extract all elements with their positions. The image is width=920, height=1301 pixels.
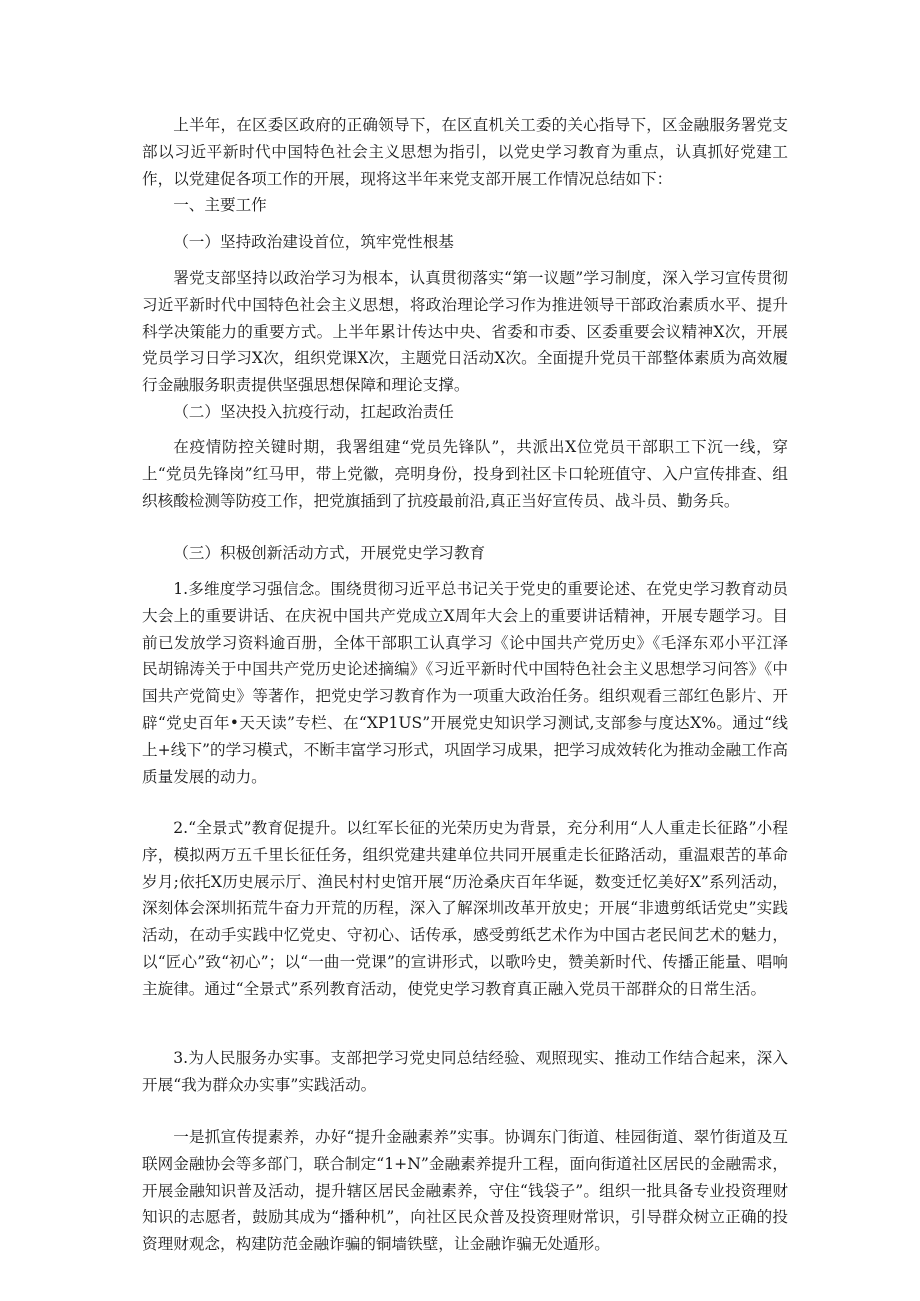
subsection-heading-1: （一）坚持政治建设首位，筑牢党性根基	[173, 233, 454, 251]
body-paragraph-item-2: 2.“全景式”教育促提升。以红军长征的光荣历史为背景，充分利用“人人重走长征路”小程序，模拟两万五千里长征任务，组织党建共建单位共同开展重走长征路活动，重温艰苦的革命岁月;依托X历史展示厅、渔民村村史馆开展“历沧桑庆百年华诞，数变迁忆美好X”系列活动，深刻体会深圳拓荒牛奋力开荒的历程，深入了解深圳改革开放史；开展“非遗剪纸话党史”实践活动，在动手实践中忆党史、守初心、话传承，感受剪纸艺术作为中国古老民间艺术的魅力，以“匠心”致“初心”；以“一曲一党课”的宣讲形式，以歌吟史，赞美新时代、传播正能量、唱响主旋律。通过“全景式”系列教育活动，使党史学习教育真正融入党员干部群众的日常生活。	[142, 819, 788, 998]
body-paragraph-item-1: 1.多维度学习强信念。围绕贯彻习近平总书记关于党史的重要论述、在党史学习教育动员大会上的重要讲话、在庆祝中国共产党成立X周年大会上的重要讲话精神，开展专题学习。目前已发放学习资料逾百册，全体干部职工认真学习《论中国共产党历史》《毛泽东邓小平江泽民胡锦涛关于中国共产党历史论述摘编》《习近平新时代中国特色社会主义思想学习问答》《中国共产党简史》等著作，把党史学习教育作为一项重大政治任务。组织观看三部红色影片、开辟“党史百年•天天读”专栏、在“XP1US”开展党史知识学习测试,支部参与度达X%。通过“线上+线下”的学习模式，不断丰富学习形式，巩固学习成果，把学习成效转化为推动金融工作高质量发展的动力。	[142, 580, 788, 786]
body-paragraph-finance-literacy: 一是抓宣传提素养，办好“提升金融素养”实事。协调东门街道、桂园街道、翠竹街道及互联网金融协会等多部门，联合制定“1+N”金融素养提升工程，面向街道社区居民的金融需求，开展金融知识普及活动，提升辖区居民金融素养，守住“钱袋子”。组织一批具备专业投资理财知识的志愿者，鼓励其成为“播种机”，向社区民众普及投资理财常识，引导群众树立正确的投资理财观念，构建防范金融诈骗的铜墙铁壁，让金融诈骗无处遁形。	[142, 1128, 788, 1254]
subsection-heading-2: （二）坚决投入抗疫行动，扛起政治责任	[173, 403, 454, 421]
body-paragraph-epidemic: 在疫情防控关键时期，我署组建“党员先锋队”，共派出X位党员干部职工下沉一线，穿上“党员先锋岗”红马甲，带上党徽，亮明身份，投身到社区卡口轮班值守、入户宣传排查、组织核酸检测等防疫工作，把党旗插到了抗疫最前沿,真正当好宣传员、战斗员、勤务兵。	[142, 438, 788, 510]
body-paragraph-political-study: 署党支部坚持以政治学习为根本，认真贯彻落实“第一议题”学习制度，深入学习宣传贯彻习近平新时代中国特色社会主义思想，将政治理论学习作为推进领导干部政治素质水平、提升科学决策能力的重要方式。上半年累计传达中央、省委和市委、区委重要会议精神X次，开展党员学习日学习X次，组织党课X次，主题党日活动X次。全面提升党员干部整体素质为高效履行金融服务职责提供坚强思想保障和理论支撑。	[142, 269, 788, 395]
subsection-heading-3: （三）积极创新活动方式，开展党史学习教育	[173, 544, 486, 562]
section-heading-main-work: 一、主要工作	[173, 196, 267, 214]
body-paragraph-item-3: 3.为人民服务办实事。支部把学习党史同总结经验、观照现实、推动工作结合起来，深入开展“我为群众办实事”实践活动。	[142, 1049, 788, 1094]
intro-paragraph: 上半年，在区委区政府的正确领导下，在区直机关工委的关心指导下，区金融服务署党支部以习近平新时代中国特色社会主义思想为指引，以党史学习教育为重点，认真抓好党建工作，以党建促各项工作的开展，现将这半年来党支部开展工作情况总结如下：	[142, 116, 788, 188]
